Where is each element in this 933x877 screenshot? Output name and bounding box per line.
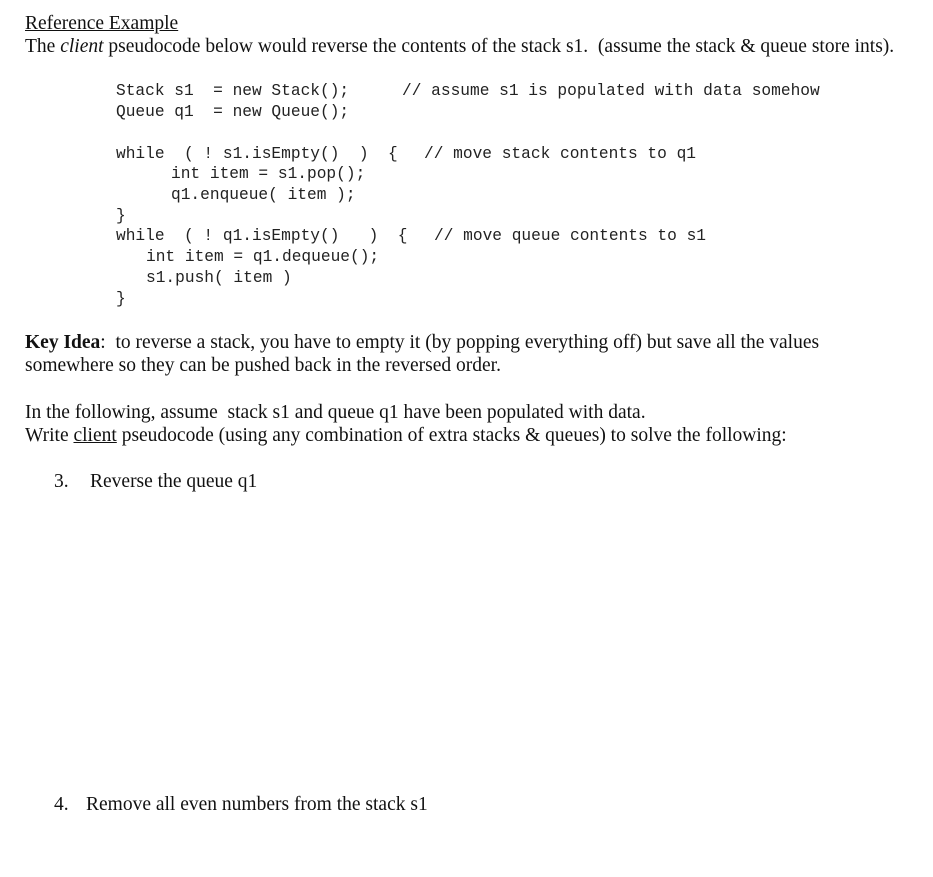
instructions-pre: Write [25, 425, 74, 446]
problem-number: 3. [54, 471, 69, 492]
intro-client-em: client [60, 36, 104, 57]
problem-text: Reverse the queue q1 [90, 471, 258, 492]
key-idea-line-2: somewhere so they can be pushed back in the reversed order. [25, 355, 501, 376]
code-comment-7: // move queue contents to s1 [434, 227, 706, 245]
instructions-post: pseudocode (using any combination of extra stacks & queues) to solve the following: [116, 425, 787, 446]
reference-intro [25, 35, 894, 58]
code-line-4: int item = s1.pop(); [171, 165, 366, 183]
code-line-6: } [116, 207, 126, 225]
code-line-2: Queue q1 = new Queue(); [116, 103, 350, 121]
code-comment-3: // move stack contents to q1 [424, 145, 696, 163]
instructions-line-2 [25, 424, 787, 447]
code-comment-1: // assume s1 is populated with data somehow [402, 82, 820, 100]
problem-number: 4. [54, 794, 69, 815]
key-idea-label: Key Idea [25, 332, 101, 353]
instructions-line-1: In the following, assume stack s1 and queue q1 have been populated with data. [25, 402, 646, 423]
code-line-10: } [116, 290, 126, 308]
code-line-9: s1.push( item ) [146, 269, 292, 287]
key-idea-text: : to reverse a stack, you have to empty it (by popping everything off) but save all the values [100, 332, 820, 353]
problem-text: Remove all even numbers from the stack s1 [86, 794, 428, 815]
intro-pre: The [25, 36, 61, 57]
code-line-8: int item = q1.dequeue(); [146, 248, 380, 266]
code-line-5: q1.enqueue( item ); [171, 186, 356, 204]
intro-post: pseudocode below would reverse the contents of the stack s1. (assume the stack & queue store ints). [103, 36, 895, 57]
key-idea-line-1 [25, 331, 819, 354]
code-line-1: Stack s1 = new Stack(); [116, 82, 350, 100]
reference-heading: Reference Example [25, 13, 179, 34]
code-line-7: while ( ! q1.isEmpty() ) { [116, 227, 408, 245]
code-line-3: while ( ! s1.isEmpty() ) { [116, 145, 398, 163]
instructions-client-underline: client [73, 425, 117, 446]
